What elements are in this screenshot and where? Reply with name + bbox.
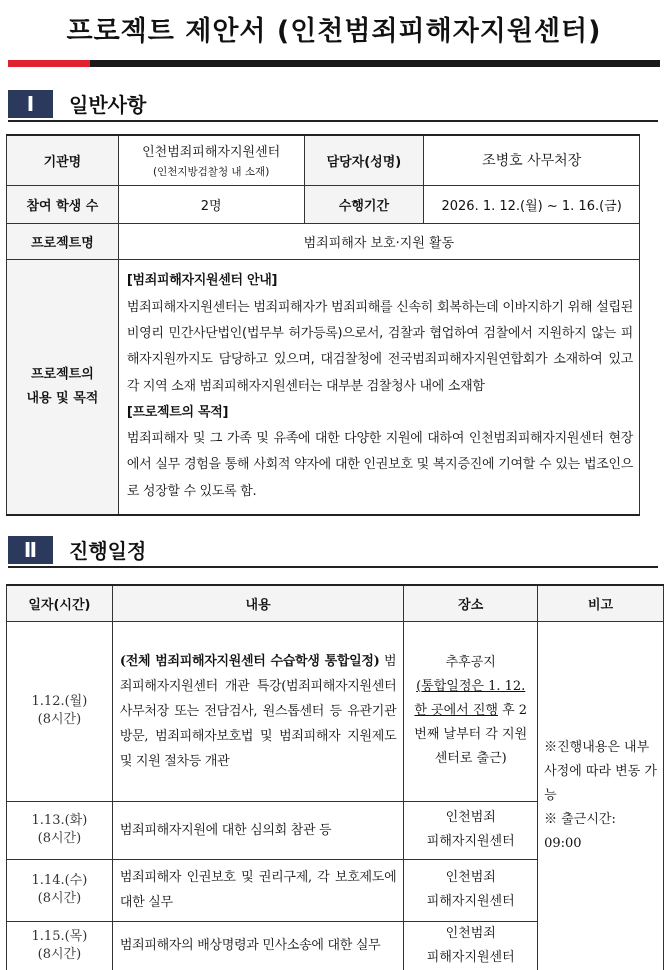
- org-location: (인천지방검찰청 내 소재): [153, 166, 270, 179]
- content-text: 범죄피해자지원센터 개관 특강(범죄피해자지원센터 사무처장 또는 전담검사, 원스톱센터 등 유관기관 방문, 범죄피해자보호법 및 범죄피해자 지원제도 및 지원 절차등 개관: [119, 653, 397, 769]
- section-2-title: 진행일정: [69, 539, 147, 563]
- section-1-header: [8, 88, 658, 122]
- place-line: 추후공지: [445, 655, 496, 670]
- date-hours: (8시간): [37, 946, 82, 962]
- project-value: 범죄피해자 보호·지원 활동: [118, 223, 639, 259]
- table-row: [7, 223, 640, 259]
- content-label-line-1: 프로젝트의: [31, 366, 94, 382]
- title-underline: [8, 60, 660, 67]
- date-hours: (8시간): [37, 712, 82, 727]
- schedule-content: 범죄피해자 인권보호 및 권리구제, 각 보호제도에 대한 실무: [112, 859, 403, 921]
- table-row: [7, 135, 640, 185]
- schedule-table: [6, 584, 664, 970]
- date-day: 1.12.(월): [31, 694, 88, 709]
- note-change: ※진행내용은 내부사정에 따라 변동 가능: [544, 739, 657, 803]
- note-header: 비고: [538, 585, 664, 621]
- period-value: 2026. 1. 12.(월) ~ 1. 16.(금): [424, 185, 640, 223]
- intro-heading: [범죄피해자지원센터 안내]: [126, 273, 278, 289]
- org-label: 기관명: [7, 135, 119, 185]
- manager-value: 조병호 사무처장: [424, 135, 640, 185]
- date-hours: (8시간): [37, 831, 82, 846]
- date-hours: (8시간): [37, 891, 82, 906]
- students-value: 2명: [118, 185, 304, 223]
- intro-text: 범죄피해자지원센터는 범죄피해자가 범죄피해를 신속히 회복하는데 이바지하기 위해 설립된 비영리 민간사단법인(법무부 허가등록)으로서, 검찰과 협업하여 검찰에서 지원하지 않는 피해자지원까지도 담당하고 있으며, 대검찰청에 전국범죄피해자지원연합회가 소재하여 있고 각 지역 소재 범죄피해자지원센터는 대부분 검찰청사 내에 소재함: [126, 299, 633, 394]
- schedule-date: [7, 859, 113, 921]
- date-day: 1.15.(목): [31, 928, 88, 944]
- title-underline-rule: [90, 60, 660, 67]
- project-label: 프로젝트명: [7, 223, 119, 259]
- org-name: 인천범죄피해자지원센터: [142, 145, 281, 161]
- project-content: [118, 259, 639, 515]
- schedule-content: [112, 621, 403, 801]
- content-highlight: (전체 범죄피해자지원센터 수습학생 통합일정): [119, 653, 380, 669]
- schedule-note: [538, 621, 664, 970]
- place-header: 장소: [404, 585, 538, 621]
- purpose-heading: [프로젝트의 목적]: [126, 404, 229, 420]
- date-day: 1.13.(화): [31, 813, 88, 828]
- org-value: [118, 135, 304, 185]
- place-line: 인천범죄: [445, 810, 496, 825]
- section-2-number: Ⅱ: [8, 536, 53, 564]
- table-row: [7, 259, 640, 515]
- note-time: ※ 출근시간: 09:00: [544, 811, 616, 851]
- place-line: 인천범죄: [445, 925, 496, 941]
- schedule-date: [7, 801, 113, 859]
- content-label: [7, 259, 119, 515]
- place-underlined: (통합일정은 1. 12. 한 곳에서 진행: [414, 679, 526, 718]
- schedule-date: [7, 921, 113, 970]
- manager-label: 담당자(성명): [304, 135, 424, 185]
- students-label: 참여 학생 수: [7, 185, 119, 223]
- period-label: 수행기간: [304, 185, 424, 223]
- place-line: 피해자지원센터: [426, 894, 515, 909]
- place-line: 후 2번째 날부터 각 지원센터로 출근): [414, 703, 528, 766]
- purpose-text: 범죄피해자 및 그 가족 및 유족에 대한 다양한 지원에 대하여 인천범죄피해자지원센터 현장에서 실무 경험을 통해 사회적 약자에 대한 인권보호 및 복지증진에 기여할 수 있는 법조인으로 성장할 수 있도록 함.: [126, 431, 633, 499]
- schedule-place: [404, 801, 538, 859]
- schedule-content: 범죄피해자지원에 대한 심의회 참관 등: [112, 801, 403, 859]
- schedule-date: [7, 621, 113, 801]
- date-header: 일자(시간): [7, 585, 113, 621]
- page-title: 프로젝트 제안서 (인천범죄피해자지원센터): [66, 16, 602, 47]
- section-1-title: 일반사항: [69, 93, 147, 117]
- section-2-header: [8, 534, 658, 568]
- place-line: 인천범죄: [445, 870, 496, 885]
- place-line: 피해자지원센터: [426, 834, 515, 849]
- schedule-place: [404, 921, 538, 970]
- title-underline-accent: [8, 60, 90, 67]
- schedule-content: 범죄피해자의 배상명령과 민사소송에 대한 실무: [112, 921, 403, 970]
- place-line: 피해자지원센터: [426, 949, 515, 965]
- content-header: 내용: [112, 585, 403, 621]
- schedule-place: [404, 859, 538, 921]
- date-day: 1.14.(수): [31, 873, 88, 888]
- schedule-place: [404, 621, 538, 801]
- content-label-line-2: 내용 및 목적: [26, 390, 99, 406]
- table-row: [7, 621, 664, 801]
- table-row: [7, 185, 640, 223]
- schedule-header-row: [7, 585, 664, 621]
- section-1-number: Ⅰ: [8, 90, 53, 118]
- general-info-table: [6, 134, 640, 516]
